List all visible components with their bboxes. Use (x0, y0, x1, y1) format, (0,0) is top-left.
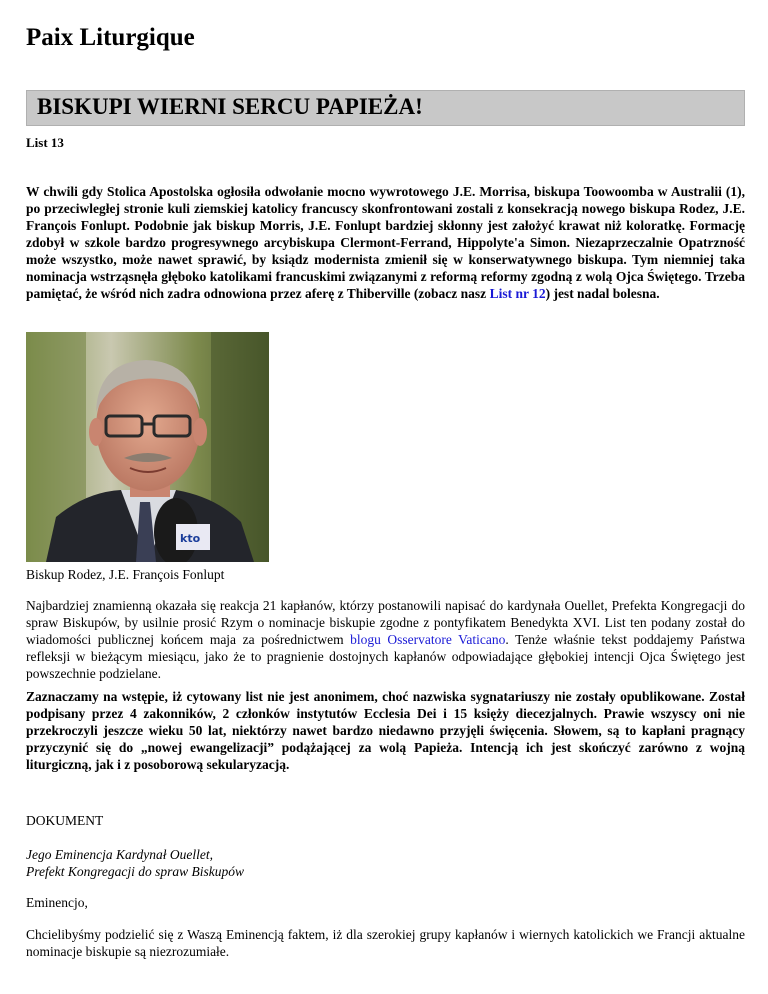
list-12-link[interactable]: List nr 12 (489, 286, 546, 301)
article-headline: BISKUPI WIERNI SERCU PAPIEŻA! (37, 94, 423, 119)
photo-caption: Biskup Rodez, J.E. François Fonlupt (26, 567, 225, 582)
bishop-photo (26, 332, 269, 562)
headline-bar (26, 90, 745, 126)
intro-text-end: ) jest nadal bolesna. (545, 286, 660, 301)
reaction-text-end: . Tenże właśnie tekst poddajemy Państwa refleksji w bieżącym miesiącu, jako że to pragnienie dostojnych kapłanów odpowiadające głębokiej intencji Ojca Świętego jest powszechnie podzielane. (26, 632, 745, 681)
salutation: Eminencjo, (26, 895, 88, 910)
intro-text: W chwili gdy Stolica Apostolska ogłosiła odwołanie mocno wywrotowego J.E. Morrisa, biskupa Toowoomba w Australii (1), po przeciwległej stronie kuli ziemskiej katolicy francuscy skonfrontowani zostali z konsekracją nowego biskupa Rodez, J.E. François Fonlupt. Podobnie jak biskup Morris, J.E. Fonlupt bardziej skłonny jest założyć krawat niż koloratkę. Formację zdobył w szkole bardzo progresywnego arcybiskupa Clermont-Ferrand, Hippolyte'a Simon. Niezaprzeczalnie Opatrzność może wszystko, może nawet sprawić, by ksiądz modernista zmienił się w konserwatywnego biskupa. Tym niemniej taka nominacja wstrząsnęła głęboko katolikami francuskimi związanymi z reformą reformy zgodną z wolą Ojca Świętego. Trzeba pamiętać, że wśród nich zadra odnowiona przez aferę z Thiberville (zobacz nasz (26, 184, 745, 301)
document-label: DOKUMENT (26, 813, 104, 828)
addressee-line-1: Jego Eminencja Kardynał Ouellet, (26, 847, 213, 862)
addressee-line-2: Prefekt Kongregacji do spraw Biskupów (26, 864, 244, 879)
list-number: List 13 (26, 135, 64, 150)
reaction-text: Najbardziej znamienną okazała się reakcja 21 kapłanów, którzy postanowili napisać do kardynała Ouellet, Prefekta Kongregacji do spraw Biskupów, by usilnie prosić Rzym o nominacje biskupie zgodne z pontyfikatem Benedykta XVI. List ten podany został do wiadomości publicznej końcem maja za pośrednictwem (26, 598, 745, 647)
document-body: Chcielibyśmy podzielić się z Waszą Eminencją faktem, iż dla szerokiej grupy kapłanów i wiernych katolickich we Francji aktualne nominacje biskupie są niezrozumiałe. (26, 927, 745, 959)
intro-paragraph (26, 183, 745, 302)
site-title: Paix Liturgique (26, 24, 195, 51)
addressee (26, 846, 244, 880)
signatories-paragraph: Zaznaczamy na wstępie, iż cytowany list nie jest anonimem, choć nazwiska sygnatariuszy nie zostały opublikowane. Został podpisany przez 4 zakonników, 2 członków instytutów Ecclesia Dei i 15 księży diecezjalnych. Prawie wszyscy oni nie przekroczyli jeszcze wieku 50 lat, niektórzy nawet bardzo niedawno przyjęli święcenia. Słowem, są to kapłani pragnący przyczynić się do „nowej ewangelizacji” podążającej za wolą Papieża. Intencją ich jest skończyć zarówno z wojną liturgiczną, jak i z posoborową sekularyzacją. (26, 689, 745, 772)
reaction-paragraph (26, 597, 745, 682)
microphone-logo-text: kto (180, 532, 201, 545)
osservatore-vaticano-link[interactable]: blogu Osservatore Vaticano (350, 632, 506, 647)
